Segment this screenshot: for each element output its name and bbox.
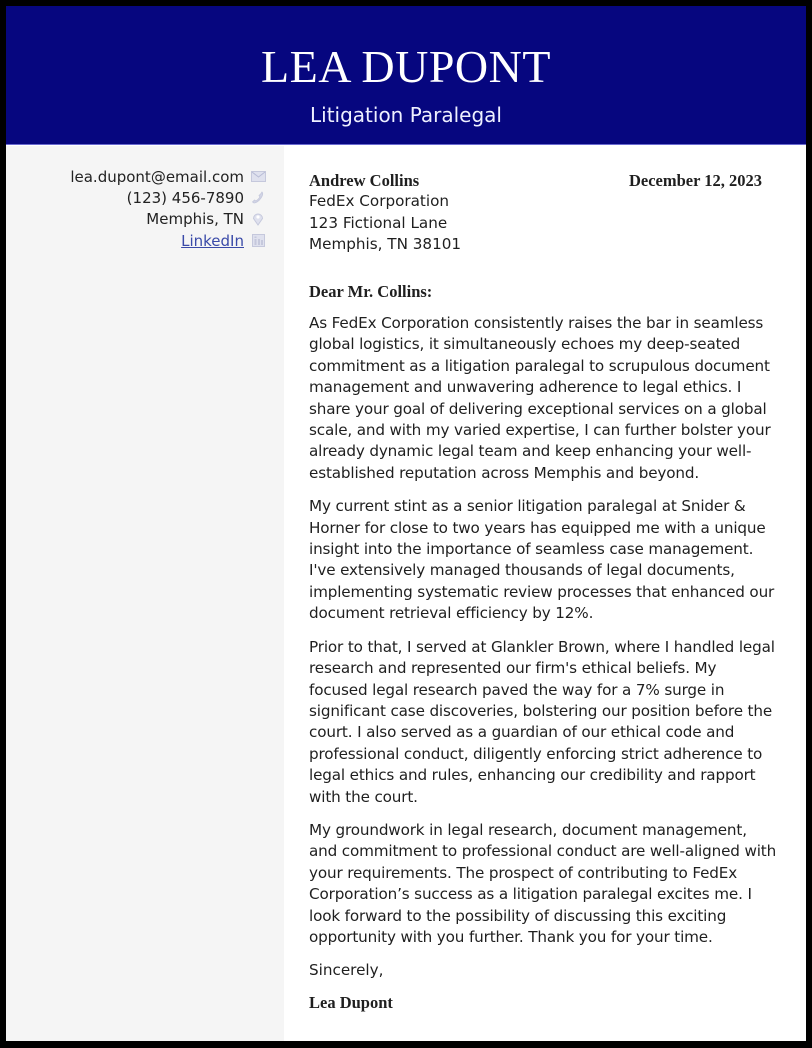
paragraph-1: As FedEx Corporation consistently raises the bar in seamless global logistics, it simultaneously echoes my deep-seated commitment as a litigation paralegal to scrupulous document management and unwavering adherence to legal ethics. I share your goal of delivering exceptional services on a global scale, and with my varied expertise, I can further bolster your already dynamic legal team and keep enhancing your well-established reputation across Memphis and beyond.	[309, 314, 771, 482]
signature: Lea Dupont	[309, 992, 393, 1012]
recipient-company: FedEx Corporation	[309, 192, 450, 211]
phone-text: (123) 456-7890	[126, 189, 244, 208]
contact-location	[70, 209, 266, 230]
location-text: Memphis, TN	[146, 210, 244, 229]
contact-email	[70, 166, 266, 187]
cover-letter-page	[6, 6, 806, 1041]
contact-linkedin	[70, 230, 266, 251]
contact-sidebar	[6, 146, 284, 1041]
recipient-name: Andrew Collins	[309, 171, 420, 190]
letter-paragraphs	[309, 313, 779, 1013]
applicant-name: LEA DUPONT	[261, 41, 551, 92]
letter-date: December 12, 2023	[628, 171, 762, 190]
linkedin-link[interactable]: LinkedIn	[181, 231, 244, 250]
contact-phone	[70, 187, 266, 208]
recipient-street: 123 Fictional Lane	[309, 213, 448, 232]
header-banner	[6, 6, 806, 145]
phone-icon	[250, 191, 266, 205]
recipient-city: Memphis, TN 38101	[309, 235, 462, 254]
paragraph-3: Prior to that, I served at Glankler Brown, where I handled legal research and represented our firm's ethical beliefs. My focused legal research paved the way for a 7% surge in significant case discoveries, bolstering our position before the court. I also served as a guardian of our ethical code and professional conduct, diligently enforcing strict adherence to legal ethics and rules, enhancing our credibility and rapport with the court.	[309, 637, 775, 806]
closing: Sincerely,	[309, 961, 384, 980]
paragraph-4: My groundwork in legal research, document management, and commitment to professional conduct are well-aligned with your requirements. The prospect of contributing to FedEx Corporation’s success as a litigation paralegal excites me. I look forward to the possibility of discussing this exciting opportunity with you further. Thank you for your time.	[309, 820, 777, 946]
greeting: Dear Mr. Collins:	[309, 282, 433, 301]
applicant-job-title: Litigation Paralegal	[310, 103, 502, 127]
contact-list	[70, 166, 266, 252]
paragraph-2: My current stint as a senior litigation paralegal at Snider & Horner for close to two years has equipped me with a unique insight into the importance of seamless case management. I've extensively managed thousands of legal documents, implementing systematic review processes that enhanced our document retrieval efficiency by 12%.	[309, 497, 775, 623]
location-pin-icon	[250, 212, 266, 226]
email-text: lea.dupont@email.com	[70, 167, 244, 186]
linkedin-icon	[250, 234, 266, 248]
envelope-icon	[250, 170, 266, 184]
